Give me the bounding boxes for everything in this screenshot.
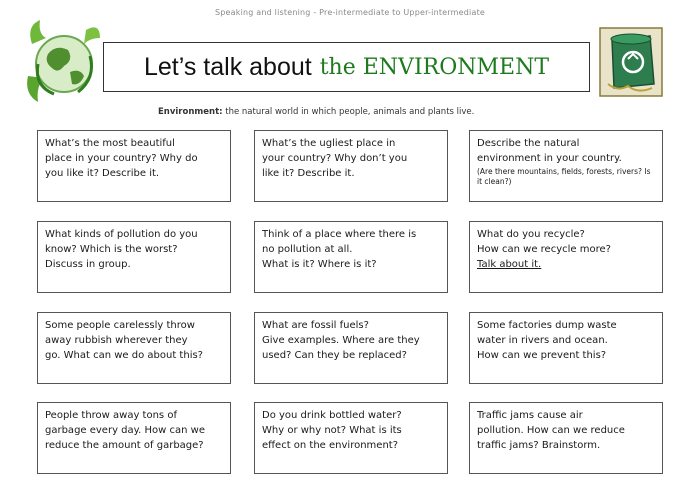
recycle-bin-icon (598, 26, 664, 98)
card-ugliest-place: What’s the ugliest place in your country? Why don’t you like it? Describe it. (254, 130, 448, 202)
card-note: (Are there mountains, fields, forests, rivers? Is it clean?) (477, 167, 651, 186)
definition-term: Environment: (158, 107, 223, 117)
title-main: Let’s talk about (144, 52, 312, 81)
card-natural-environment: Describe the natural environment in your country. (Are there mountains, fields, forests, rivers? Is it clean?) (469, 130, 663, 202)
card-fossil-fuels: What are fossil fuels? Give examples. Where are they used? Can they be replaced? (254, 312, 448, 384)
card-no-pollution-place: Think of a place where there is no pollution at all. What is it? Where is it? (254, 221, 448, 293)
card-garbage: People throw away tons of garbage every day. How can we reduce the amount of garbage? (37, 402, 231, 474)
worksheet-subtitle: Speaking and listening - Pre-intermediate to Upper-intermediate (214, 8, 486, 17)
card-factories-dump-waste: Some factories dump waste water in rivers and ocean. How can we prevent this? (469, 312, 663, 384)
card-bottled-water: Do you drink bottled water? Why or why not? What is its effect on the environment? (254, 402, 448, 474)
card-traffic-jams: Traffic jams cause air pollution. How can we reduce traffic jams? Brainstorm. (469, 402, 663, 474)
title-accent: the ENVIRONMENT (319, 54, 549, 80)
environment-definition (158, 107, 618, 117)
card-throw-rubbish: Some people carelessly throw away rubbish wherever they go. What can we do about this? (37, 312, 231, 384)
definition-text: the natural world in which people, animals and plants live. (222, 107, 475, 117)
card-most-beautiful-place: What’s the most beautiful place in your country? Why do you like it? Describe it. (37, 130, 231, 202)
globe-icon (24, 16, 102, 108)
title-box (103, 42, 590, 92)
card-kinds-of-pollution: What kinds of pollution do you know? Which is the worst? Discuss in group. (37, 221, 231, 293)
card-recycle: What do you recycle? How can we recycle more? Talk about it. (469, 221, 663, 293)
